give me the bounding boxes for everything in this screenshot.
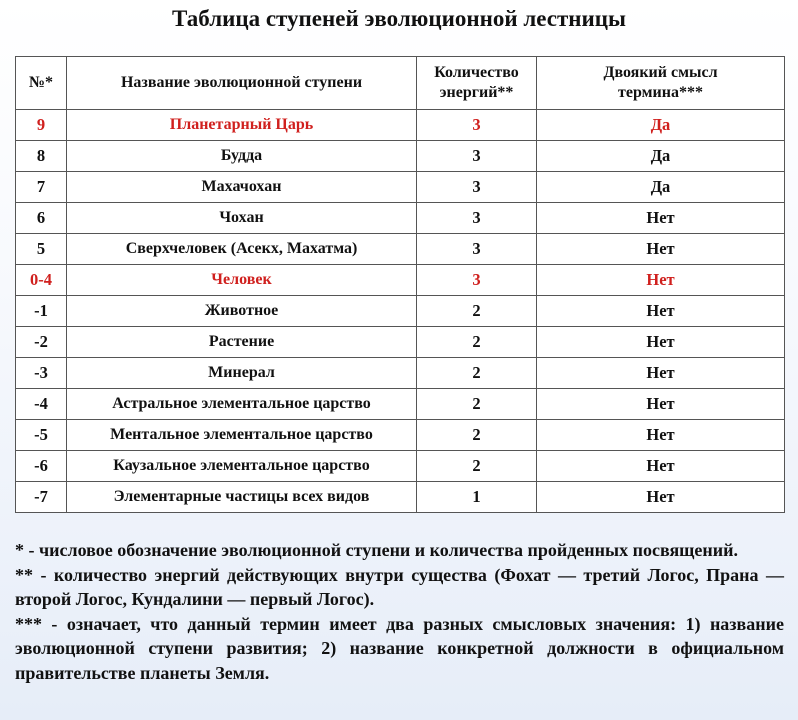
evolution-table (15, 56, 785, 513)
row-num-cell: -7 (16, 482, 67, 513)
header-dual-meaning (537, 57, 785, 110)
row-name-cell: Махачохан (67, 172, 417, 203)
table-row (16, 234, 785, 265)
row-dual-cell: Нет (537, 358, 785, 389)
table-body (16, 110, 785, 513)
row-energy-cell: 3 (417, 234, 537, 265)
row-num-cell: -6 (16, 451, 67, 482)
row-num-cell: -3 (16, 358, 67, 389)
header-energy-line1: Количество (434, 64, 519, 81)
row-energy-cell: 2 (417, 327, 537, 358)
row-name-cell: Сверхчеловек (Асекх, Махатма) (67, 234, 417, 265)
row-num-cell: 0-4 (16, 265, 67, 296)
table-row (16, 265, 785, 296)
row-dual-cell: Нет (537, 420, 785, 451)
row-name-cell: Каузальное элементальное царство (67, 451, 417, 482)
table-row (16, 141, 785, 172)
row-dual-cell: Нет (537, 203, 785, 234)
header-energy-line2: энергий** (439, 84, 514, 101)
row-num-cell: 7 (16, 172, 67, 203)
row-dual-cell: Нет (537, 482, 785, 513)
table-row (16, 327, 785, 358)
row-name-cell: Минерал (67, 358, 417, 389)
row-name-cell: Астральное элементальное царство (67, 389, 417, 420)
row-energy-cell: 3 (417, 172, 537, 203)
table-row (16, 482, 785, 513)
table-header-row (16, 57, 785, 110)
row-num-cell: -2 (16, 327, 67, 358)
table-row (16, 172, 785, 203)
row-num-cell: 5 (16, 234, 67, 265)
footnote-3: *** - означает, что данный термин имеет два разных смысловых значения: 1) название эволюционной ступени развития; 2) название конкретной должности в официальном правительстве планеты Земля. (15, 613, 784, 683)
row-name-cell: Человек (67, 265, 417, 296)
row-num-cell: 8 (16, 141, 67, 172)
header-num: №* (16, 57, 67, 110)
row-dual-cell: Нет (537, 234, 785, 265)
row-energy-cell: 3 (417, 265, 537, 296)
row-name-cell: Животное (67, 296, 417, 327)
row-energy-cell: 2 (417, 358, 537, 389)
row-dual-cell: Да (537, 172, 785, 203)
row-num-cell: 6 (16, 203, 67, 234)
row-dual-cell: Нет (537, 327, 785, 358)
table-row (16, 203, 785, 234)
row-dual-cell: Нет (537, 265, 785, 296)
row-num-cell: 9 (16, 110, 67, 141)
row-dual-cell: Да (537, 110, 785, 141)
row-energy-cell: 1 (417, 482, 537, 513)
table-row (16, 358, 785, 389)
row-name-cell: Растение (67, 327, 417, 358)
row-dual-cell: Нет (537, 451, 785, 482)
header-energy (417, 57, 537, 110)
row-name-cell: Элементарные частицы всех видов (67, 482, 417, 513)
row-energy-cell: 2 (417, 451, 537, 482)
row-energy-cell: 3 (417, 110, 537, 141)
row-energy-cell: 2 (417, 389, 537, 420)
row-dual-cell: Нет (537, 296, 785, 327)
row-energy-cell: 2 (417, 420, 537, 451)
row-num-cell: -5 (16, 420, 67, 451)
table-row (16, 420, 785, 451)
row-name-cell: Планетарный Царь (67, 110, 417, 141)
row-energy-cell: 2 (417, 296, 537, 327)
row-dual-cell: Да (537, 141, 785, 172)
footnote-1: * - числовое обозначение эволюционной ступени и количества пройденных посвящений. (15, 540, 738, 560)
table-row (16, 451, 785, 482)
row-energy-cell: 3 (417, 203, 537, 234)
row-name-cell: Чохан (67, 203, 417, 234)
table-row (16, 389, 785, 420)
table-row (16, 296, 785, 327)
row-name-cell: Ментальное элементальное царство (67, 420, 417, 451)
footnotes (15, 538, 784, 685)
footnote-2: ** - количество энергий действующих внутри существа (Фохат — третий Логос, Прана — второй Логос, Кундалини — первый Логос). (15, 564, 784, 609)
row-name-cell: Будда (67, 141, 417, 172)
table-row (16, 110, 785, 141)
header-dual-line2: термина*** (618, 84, 703, 101)
row-num-cell: -1 (16, 296, 67, 327)
page-title: Таблица ступеней эволюционной лестницы (172, 6, 626, 31)
row-energy-cell: 3 (417, 141, 537, 172)
header-name: Название эволюционной ступени (67, 57, 417, 110)
row-dual-cell: Нет (537, 389, 785, 420)
row-num-cell: -4 (16, 389, 67, 420)
header-dual-line1: Двоякий смысл (603, 64, 718, 81)
